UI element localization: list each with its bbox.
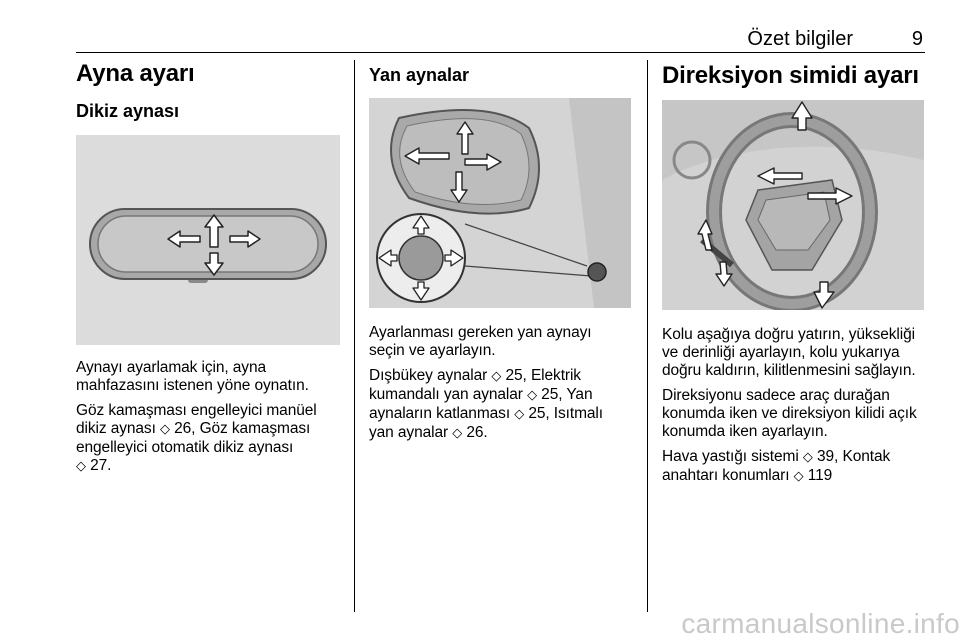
- paragraph-mirror-instructions: Aynayı ayarlamak için, ayna mahfazasını istenen yöne oynatın.: [76, 359, 309, 394]
- subheading-side-mirrors: Yan aynalar: [369, 65, 470, 85]
- reference-arrow-icon: ◇: [802, 450, 813, 465]
- reference-arrow-icon: ◇: [160, 422, 170, 437]
- paragraph-side-mirror-instructions: Ayarlanması gereken yan aynayı seçin ve ayarlayın.: [369, 324, 592, 359]
- paragraph-side-mirror-references: Dışbükey aynalar ◇ 25, Elektrik kumandalı yan aynalar ◇ 25, Yan aynaların katlanması ◇ 25, Isıtmalı yan aynalar ◇ 26.: [369, 367, 603, 441]
- page-header: [76, 26, 925, 53]
- column-rearview-mirror: [76, 60, 340, 483]
- mirror-arrows-icon: [76, 135, 340, 345]
- page-number: 9: [911, 28, 923, 50]
- reference-arrow-icon: ◇: [491, 369, 502, 384]
- paragraph-steering-references: Hava yastığı sistemi ◇ 39, Kontak anahtarı konumları ◇ 119: [662, 448, 891, 484]
- heading-mirror-adjustment: Ayna ayarı: [76, 60, 195, 87]
- side-mirror-illustration: [369, 98, 631, 308]
- column-divider: [647, 60, 648, 612]
- paragraph-steering-warning: Direksiyonu sadece araç durağan konumda iken ve direksiyon kilidi açık konumda iken ayarlayın.: [662, 387, 917, 440]
- rearview-mirror-illustration: [76, 135, 340, 345]
- reference-arrow-icon: ◇: [527, 388, 537, 403]
- paragraph-mirror-references: Göz kamaşması engelleyici manüel dikiz aynası ◇ 26, Göz kamaşması engelleyici otomatik dikiz aynası ◇ 27.: [76, 402, 317, 474]
- column-steering-wheel: [662, 60, 926, 493]
- paragraph-steering-instructions: Kolu aşağıya doğru yatırın, yüksekliği ve derinliği ayarlayın, kolu yukarıya doğru kaldırın, kilitlenmesini sağlayın.: [662, 326, 916, 379]
- section-title: Özet bilgiler: [747, 28, 853, 50]
- heading-steering-wheel-adjustment: Direksiyon simidi ayarı: [662, 62, 919, 89]
- column-side-mirrors: [369, 60, 633, 450]
- subheading-rearview-mirror: Dikiz aynası: [76, 101, 180, 121]
- reference-arrow-icon: ◇: [76, 459, 86, 474]
- column-divider: [354, 60, 355, 612]
- steering-wheel-icon: [662, 100, 924, 310]
- watermark: carmanualsonline.info: [681, 608, 960, 639]
- reference-arrow-icon: ◇: [452, 426, 463, 441]
- reference-arrow-icon: ◇: [793, 469, 804, 484]
- side-mirror-control-icon: [369, 98, 631, 308]
- steering-wheel-illustration: [662, 100, 924, 310]
- reference-arrow-icon: ◇: [514, 407, 525, 422]
